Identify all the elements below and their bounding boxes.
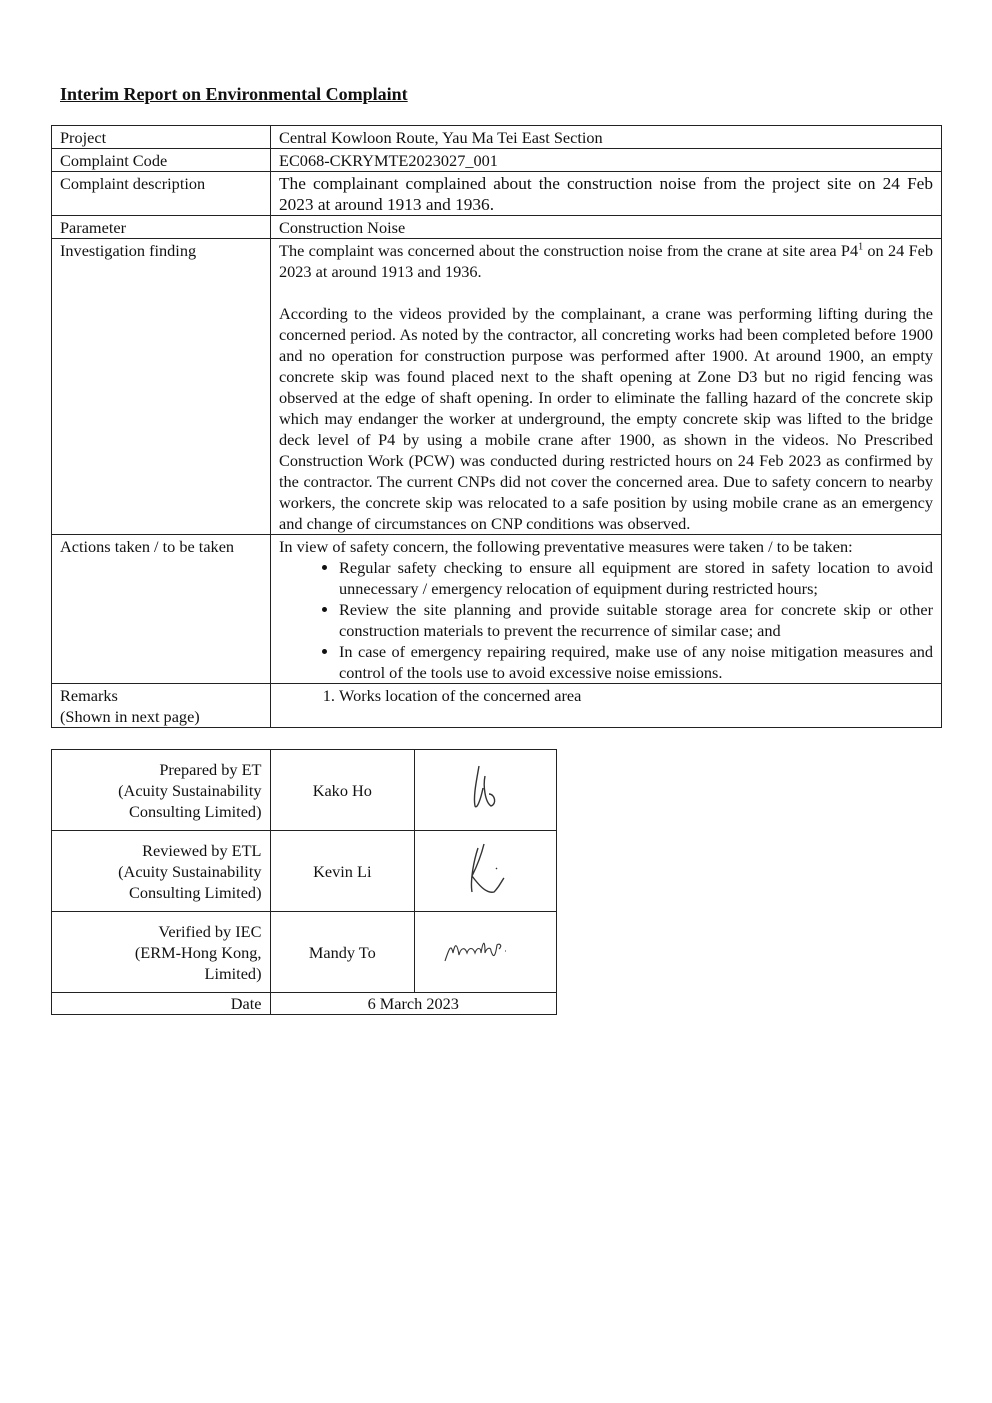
role-text: Reviewed by ETL bbox=[142, 840, 262, 860]
remarks-label: Remarks bbox=[60, 686, 118, 705]
role-text: Prepared by ET bbox=[159, 759, 262, 779]
signature-mandy-to bbox=[415, 912, 557, 993]
label-investigation-finding: Investigation finding bbox=[52, 239, 271, 535]
finding-paragraph-1 bbox=[279, 240, 933, 282]
action-item: • Review the site planning and provide suitable storage area for concrete skip or other construction materials to prevent the recurrence of similar case; and bbox=[339, 599, 933, 641]
value-parameter: Construction Noise bbox=[271, 216, 942, 239]
actions-intro: In view of safety concern, the following preventative measures were taken / to be taken: bbox=[279, 537, 853, 556]
value-remarks bbox=[271, 684, 942, 728]
row-actions bbox=[52, 535, 942, 684]
signoff-prepared bbox=[52, 750, 557, 831]
role-text: Verified by IEC bbox=[158, 921, 262, 941]
remarks-note: (Shown in next page) bbox=[60, 707, 200, 726]
row-project bbox=[52, 126, 942, 149]
actions-list bbox=[279, 557, 933, 683]
remark-item: 1. Works location of the concerned area bbox=[339, 685, 933, 706]
signature-kevin-li bbox=[415, 831, 557, 912]
value-complaint-description: The complainant complained about the construction noise from the project site on 24 Feb 2023 at around 1913 and 1936. bbox=[271, 172, 942, 216]
prepared-name: Kako Ho bbox=[270, 750, 415, 831]
value-project: Central Kowloon Route, Yau Ma Tei East Section bbox=[271, 126, 942, 149]
value-complaint-code: EC068-CKRYMTE2023027_001 bbox=[271, 149, 942, 172]
row-remarks bbox=[52, 684, 942, 728]
footnote-marker: 1 bbox=[858, 241, 864, 253]
org-text: Limited) bbox=[204, 963, 262, 983]
complaint-table bbox=[51, 125, 942, 728]
org-text: Consulting Limited) bbox=[128, 882, 262, 902]
org-text: (ERM-Hong Kong, bbox=[134, 942, 262, 962]
signoff-date bbox=[52, 993, 557, 1015]
action-item: • Regular safety checking to ensure all equipment are stored in safety location to avoid unnecessary / emergency relocation of equipment during restricted hours; bbox=[339, 557, 933, 599]
remarks-list bbox=[279, 685, 933, 706]
reviewed-name: Kevin Li bbox=[270, 831, 415, 912]
verified-role bbox=[52, 912, 271, 993]
prepared-role bbox=[52, 750, 271, 831]
verified-name: Mandy To bbox=[270, 912, 415, 993]
signature-icon bbox=[441, 935, 531, 965]
row-parameter bbox=[52, 216, 942, 239]
label-project: Project bbox=[52, 126, 271, 149]
row-complaint-code bbox=[52, 149, 942, 172]
signature-icon bbox=[456, 836, 516, 902]
signature-kako-ho bbox=[415, 750, 557, 831]
document-title: Interim Report on Environmental Complaint bbox=[60, 84, 408, 104]
signoff-table bbox=[51, 749, 557, 1015]
row-complaint-description bbox=[52, 172, 942, 216]
label-actions: Actions taken / to be taken bbox=[52, 535, 271, 684]
action-item: • In case of emergency repairing required, make use of any noise mitigation measures and control of the tools use to avoid excessive noise emissions. bbox=[339, 641, 933, 683]
date-value: 6 March 2023 bbox=[270, 993, 557, 1015]
finding-paragraph-2: According to the videos provided by the complainant, a crane was performing lifting during the concerned period. As noted by the contractor, all concreting works had been completed before 1900 and no operation for construction purpose was performed after 1900. At around 1900, an empty concrete skip was found placed next to the shaft opening at Zone D3 but no rigid fencing was observed at the edge of shaft opening. In order to eliminate the falling hazard of the concrete skip which may endanger the worker at underground, the empty concrete skip was lifted to the bridge deck level of P4 by using a mobile crane after 1900, as shown in the videos. No Prescribed Construction Work (PCW) was conducted during restricted hours on 24 Feb 2023 as confirmed by the contractor. The current CNPs did not cover the concerned area. Due to safety concern to nearby workers, the concrete skip was relocated to a safe position by using mobile crane as an emergency and change of circumstances on CNP conditions was observed. bbox=[279, 304, 933, 533]
row-investigation-finding bbox=[52, 239, 942, 535]
org-text: (Acuity Sustainability bbox=[118, 861, 262, 881]
label-complaint-description: Complaint description bbox=[52, 172, 271, 216]
signoff-verified bbox=[52, 912, 557, 993]
signoff-reviewed bbox=[52, 831, 557, 912]
date-label: Date bbox=[52, 993, 271, 1015]
label-remarks bbox=[52, 684, 271, 728]
label-parameter: Parameter bbox=[52, 216, 271, 239]
finding-text: The complaint was concerned about the construction noise from the crane at site area P4 bbox=[279, 241, 859, 260]
reviewed-role bbox=[52, 831, 271, 912]
value-investigation-finding bbox=[271, 239, 942, 535]
org-text: (Acuity Sustainability bbox=[118, 780, 262, 800]
finding-text: on 24 Feb 2023 at around 1913 and 1936. bbox=[279, 241, 933, 281]
value-actions bbox=[271, 535, 942, 684]
org-text: Consulting Limited) bbox=[128, 801, 262, 821]
label-complaint-code: Complaint Code bbox=[52, 149, 271, 172]
signature-icon bbox=[461, 758, 511, 818]
